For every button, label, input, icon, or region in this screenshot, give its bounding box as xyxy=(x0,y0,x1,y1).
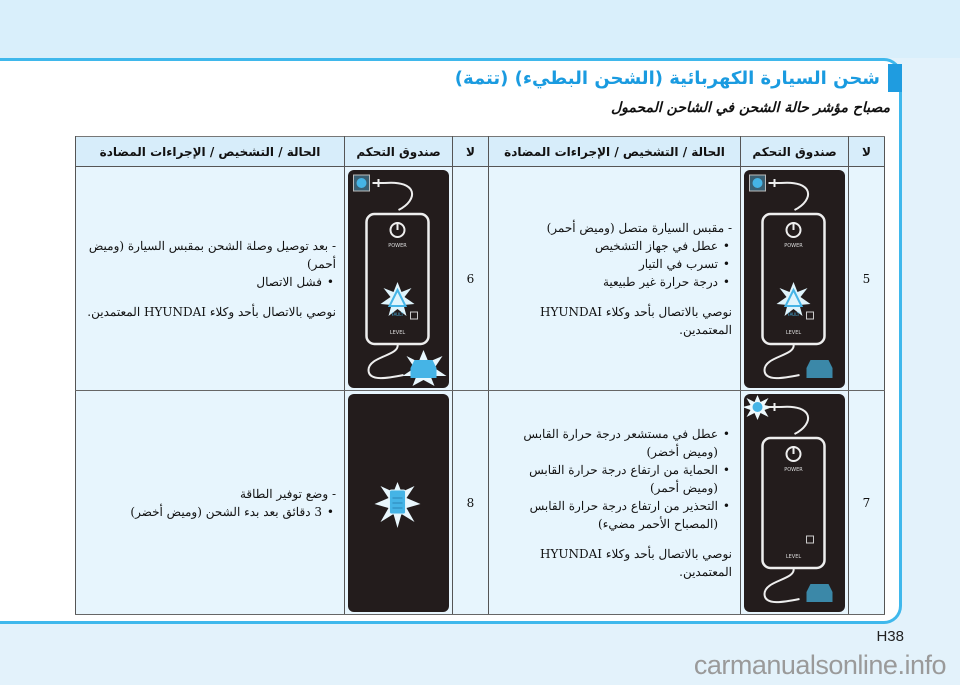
header-no: لا xyxy=(849,137,885,167)
svg-text:LEVEL: LEVEL xyxy=(389,329,406,336)
status-bullet: • عطل في مستشعر درجة حرارة القابس xyxy=(497,425,732,443)
dealer-note: نوصي بالاتصال بأحد وكلاء HYUNDAI المعتمدين. xyxy=(87,304,336,319)
page-title: شحن السيارة الكهربائية (الشحن البطيء) (تتمة) xyxy=(454,67,880,89)
control-box-cell xyxy=(741,391,849,615)
title-accent-bar xyxy=(888,64,902,92)
control-box-cell xyxy=(345,167,453,391)
status-cell xyxy=(76,167,345,391)
header-control-box: صندوق التحكم xyxy=(741,137,849,167)
svg-text:POWER: POWER xyxy=(388,242,407,249)
header-control-box: صندوق التحكم xyxy=(345,137,453,167)
svg-text:POWER: POWER xyxy=(784,242,803,249)
charger-plug-temp-icon xyxy=(744,394,845,612)
dealer-note: نوصي بالاتصال بأحد وكلاء HYUNDAI المعتمدين. xyxy=(539,304,732,337)
header-no: لا xyxy=(453,137,489,167)
status-bullet: • درجة حرارة غير طبيعية xyxy=(497,273,732,291)
svg-text:FAULT: FAULT xyxy=(391,311,404,317)
status-bullet-detail: (وميض أحمر) xyxy=(649,480,718,495)
status-bullet-detail: (وميض أخضر) xyxy=(646,444,718,459)
charger-fault-icon xyxy=(744,170,845,388)
status-condition: - وضع توفير الطاقة xyxy=(84,485,336,503)
table-header-row xyxy=(76,137,885,167)
row-number: 6 xyxy=(453,167,489,391)
charger-fault-image xyxy=(744,170,845,388)
page-number: H38 xyxy=(876,628,904,645)
row-number: 8 xyxy=(453,391,489,615)
charger-comm-fault-image xyxy=(348,170,449,388)
control-box-cell xyxy=(345,391,453,615)
status-bullet: • عطل في جهاز التشخيص xyxy=(497,237,732,255)
row-number: 5 xyxy=(849,167,885,391)
indicator-table xyxy=(75,136,885,615)
status-condition: - بعد توصيل وصلة الشحن بمقبس السيارة (وميض أحمر) xyxy=(84,237,336,273)
section-subtitle: مصباح مؤشر حالة الشحن في الشاحن المحمول xyxy=(611,100,890,116)
charger-comm-fault-icon xyxy=(348,170,449,388)
status-bullet: • تسرب في التيار xyxy=(497,255,732,273)
control-box-cell xyxy=(741,167,849,391)
status-cell xyxy=(76,391,345,615)
svg-text:LEVEL: LEVEL xyxy=(785,553,802,560)
table-row xyxy=(76,167,885,391)
status-condition: - مقبس السيارة متصل (وميض أحمر) xyxy=(497,219,732,237)
svg-text:POWER: POWER xyxy=(784,466,803,473)
status-bullet: • فشل الاتصال xyxy=(84,273,336,291)
status-cell xyxy=(489,391,741,615)
status-bullet: • الحماية من ارتفاع درجة حرارة القابس xyxy=(497,461,732,479)
dealer-note: نوصي بالاتصال بأحد وكلاء HYUNDAI المعتمدين. xyxy=(539,546,732,579)
status-bullet-detail: (المصباح الأحمر مضيء) xyxy=(598,516,718,531)
status-cell xyxy=(489,167,741,391)
charger-plug-temp-image xyxy=(744,394,845,612)
battery-flashing-icon xyxy=(348,394,449,612)
header-status: الحالة / التشخيص / الإجراءات المضادة xyxy=(489,137,741,167)
table-row xyxy=(76,391,885,615)
section-title xyxy=(455,64,902,92)
watermark: carmanualsonline.info xyxy=(693,650,946,680)
svg-text:FAULT: FAULT xyxy=(787,311,800,317)
row-number: 7 xyxy=(849,391,885,615)
status-bullet: • التحذير من ارتفاع درجة حرارة القابس xyxy=(497,497,732,515)
status-bullet: • 3 دقائق بعد بدء الشحن (وميض أخضر) xyxy=(84,503,336,521)
header-status: الحالة / التشخيص / الإجراءات المضادة xyxy=(76,137,345,167)
page-top-band xyxy=(0,0,960,58)
svg-text:LEVEL: LEVEL xyxy=(785,329,802,336)
charger-power-save-image xyxy=(348,394,449,612)
